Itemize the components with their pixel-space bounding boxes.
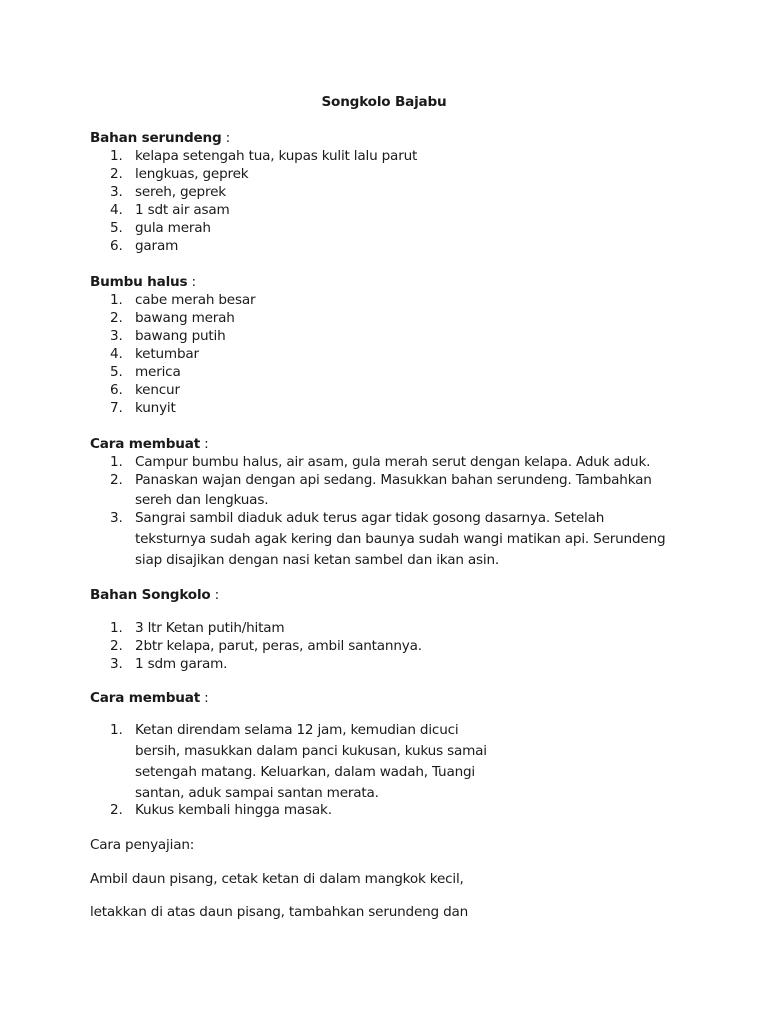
item-text: 3 ltr Ketan putih/hitam bbox=[135, 620, 285, 636]
section-heading-bahan-serundeng bbox=[90, 128, 230, 148]
recipe-title: Songkolo Bajabu bbox=[321, 94, 447, 110]
heading-label: Cara membuat bbox=[90, 690, 200, 706]
item-text-line: bersih, masukkan dalam panci kukusan, kukus samai bbox=[135, 743, 487, 759]
item-number: 1. bbox=[110, 292, 123, 308]
item-number: 5. bbox=[110, 220, 123, 236]
item-text: sereh, geprek bbox=[135, 184, 226, 200]
item-number: 6. bbox=[110, 238, 123, 254]
heading-label: Bahan serundeng bbox=[90, 130, 222, 146]
heading-colon: : bbox=[200, 690, 209, 706]
paragraph-penyajian-1: Ambil daun pisang, cetak ketan di dalam mangkok kecil, bbox=[90, 871, 464, 887]
item-number: 2. bbox=[110, 472, 123, 488]
item-number: 3. bbox=[110, 184, 123, 200]
item-number: 4. bbox=[110, 202, 123, 218]
item-number: 3. bbox=[110, 656, 123, 672]
item-text: gula merah bbox=[135, 220, 211, 236]
heading-colon: : bbox=[200, 436, 209, 452]
item-text: 1 sdm garam. bbox=[135, 656, 228, 672]
item-text-line: Sangrai sambil diaduk aduk terus agar tidak gosong dasarnya. Setelah bbox=[135, 510, 605, 526]
item-number: 7. bbox=[110, 400, 123, 416]
item-text: lengkuas, geprek bbox=[135, 166, 249, 182]
item-text: 1 sdt air asam bbox=[135, 202, 230, 218]
item-text-line: Ketan direndam selama 12 jam, kemudian dicuci bbox=[135, 722, 459, 738]
paragraph-penyajian-2: letakkan di atas daun pisang, tambahkan serundeng dan bbox=[90, 904, 469, 920]
item-number: 1. bbox=[110, 454, 123, 470]
item-text-line: santan, aduk sampai santan merata. bbox=[135, 785, 379, 801]
item-text: kelapa setengah tua, kupas kulit lalu parut bbox=[135, 148, 418, 164]
item-number: 3. bbox=[110, 328, 123, 344]
section-heading-cara-membuat-songkolo bbox=[90, 688, 209, 708]
item-number: 2. bbox=[110, 638, 123, 654]
item-text-line: setengah matang. Keluarkan, dalam wadah, Tuangi bbox=[135, 764, 476, 780]
item-number: 6. bbox=[110, 382, 123, 398]
heading-colon: : bbox=[210, 587, 220, 603]
item-text: cabe merah besar bbox=[135, 292, 256, 308]
section-heading-cara-membuat-serundeng bbox=[90, 434, 209, 454]
item-text-line: siap disajikan dengan nasi ketan sambel dan ikan asin. bbox=[135, 552, 500, 568]
item-text-line: teksturnya sudah agak kering dan baunya sudah wangi matikan api. Serundeng bbox=[135, 531, 666, 547]
item-text-line: sereh dan lengkuas. bbox=[135, 492, 269, 508]
heading-colon: : bbox=[187, 274, 196, 290]
item-text: bawang merah bbox=[135, 310, 235, 326]
item-number: 2. bbox=[110, 166, 123, 182]
item-number: 5. bbox=[110, 364, 123, 380]
section-heading-bahan-songkolo bbox=[90, 585, 219, 605]
item-number: 2. bbox=[110, 802, 123, 818]
item-text-line: Campur bumbu halus, air asam, gula merah serut dengan kelapa. Aduk aduk. bbox=[135, 454, 651, 470]
item-number: 4. bbox=[110, 346, 123, 362]
item-text: bawang putih bbox=[135, 328, 226, 344]
item-number: 1. bbox=[110, 148, 123, 164]
item-text: garam bbox=[135, 238, 179, 254]
heading-label: Bahan Songkolo bbox=[90, 587, 211, 603]
item-text: ketumbar bbox=[135, 346, 199, 362]
item-number: 1. bbox=[110, 722, 123, 738]
item-number: 1. bbox=[110, 620, 123, 636]
item-text-line: Panaskan wajan dengan api sedang. Masukkan bahan serundeng. Tambahkan bbox=[135, 472, 652, 488]
item-number: 2. bbox=[110, 310, 123, 326]
item-text-line: Kukus kembali hingga masak. bbox=[135, 802, 332, 818]
item-text: merica bbox=[135, 364, 181, 380]
heading-label: Cara membuat bbox=[90, 436, 200, 452]
section-heading-bumbu-halus bbox=[90, 272, 196, 292]
section-heading-cara-penyajian: Cara penyajian: bbox=[90, 837, 195, 853]
heading-colon: : bbox=[221, 130, 231, 146]
item-text: kunyit bbox=[135, 400, 176, 416]
item-text: kencur bbox=[135, 382, 180, 398]
item-text: 2btr kelapa, parut, peras, ambil santannya. bbox=[135, 638, 422, 654]
heading-label: Bumbu halus bbox=[90, 274, 188, 290]
item-number: 3. bbox=[110, 510, 123, 526]
